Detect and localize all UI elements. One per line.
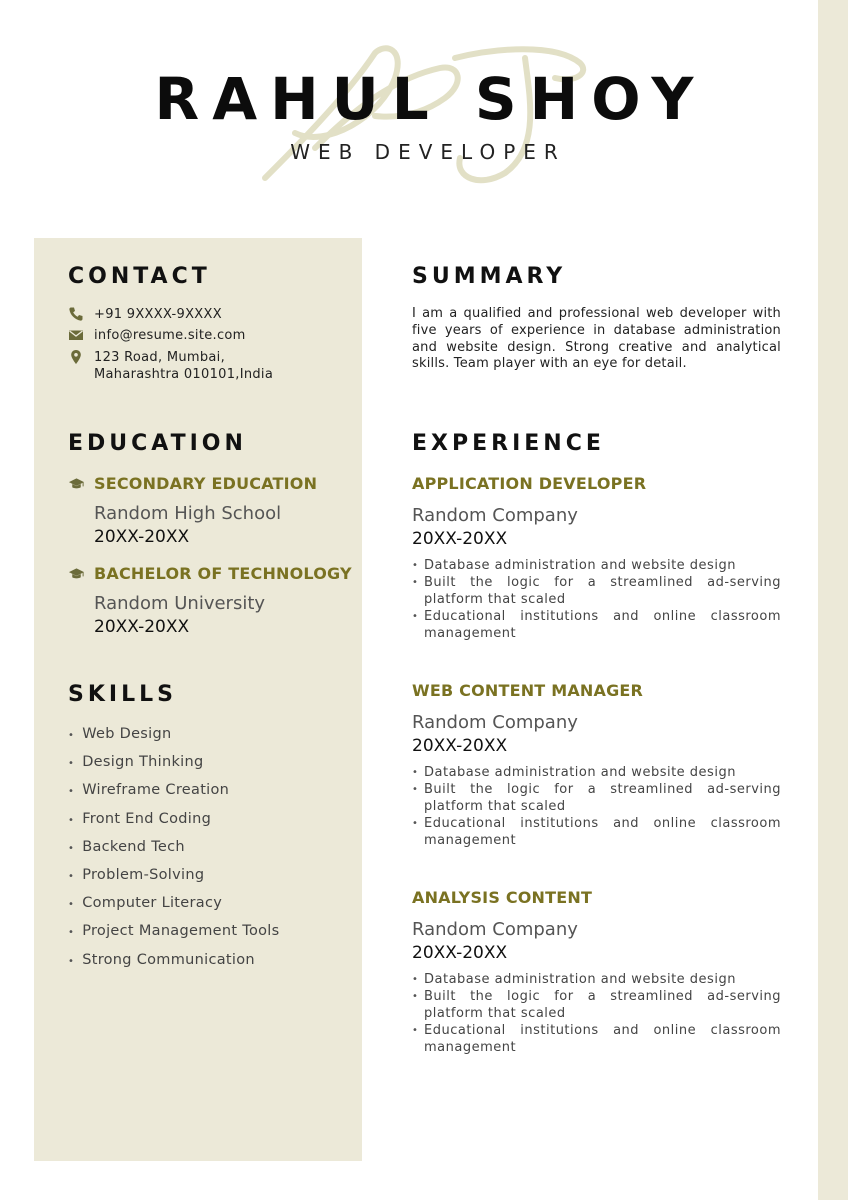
degree-label: BACHELOR OF TECHNOLOGY (94, 564, 352, 583)
contact-email (68, 327, 246, 344)
company-name: Random Company (412, 919, 578, 940)
job-years: 20XX-20XX (412, 943, 508, 963)
graduation-cap-icon (68, 567, 85, 581)
skill-item: • Front End Coding (68, 810, 212, 827)
job-bullets (412, 764, 781, 849)
graduation-cap-icon (68, 477, 85, 491)
job-bullets (412, 971, 781, 1056)
job-bullet: • Database administration and website design (412, 557, 781, 574)
education-years: 20XX-20XX (94, 527, 190, 547)
job-bullet: • Built the logic for a streamlined ad-serving platform that scaled (412, 781, 781, 815)
job-role: APPLICATION DEVELOPER (412, 474, 647, 493)
skill-item: • Web Design (68, 726, 172, 742)
summary-heading: SUMMARY (412, 264, 567, 289)
experience-entry-2 (412, 681, 781, 849)
job-years: 20XX-20XX (412, 529, 508, 549)
skill-item: • Wireframe Creation (68, 782, 230, 799)
job-bullet: • Educational institutions and online classroom management (412, 1022, 781, 1056)
phone-number: +91 9XXXX-9XXXX (94, 307, 222, 322)
skill-item: • Strong Communication (68, 951, 255, 968)
company-name: Random Company (412, 712, 578, 733)
company-name: Random Company (412, 505, 578, 526)
mail-icon (68, 327, 84, 343)
job-bullet: • Educational institutions and online classroom management (412, 815, 781, 849)
skill-item: • Project Management Tools (68, 923, 280, 940)
education-heading: EDUCATION (68, 431, 247, 456)
school-name: Random University (94, 593, 266, 614)
job-bullets (412, 557, 781, 642)
phone-icon (68, 306, 84, 322)
experience-heading: EXPERIENCE (412, 431, 605, 456)
job-role: WEB CONTENT MANAGER (412, 681, 644, 700)
location-pin-icon (68, 349, 84, 365)
education-entry-2-degree (68, 564, 352, 583)
job-bullet: • Database administration and website design (412, 764, 781, 781)
contact-address (68, 349, 273, 383)
skills-list (68, 722, 279, 976)
skills-heading: SKILLS (68, 682, 177, 707)
job-bullet: • Educational institutions and online classroom management (412, 608, 781, 642)
school-name: Random High School (94, 503, 282, 524)
address-text (94, 349, 273, 383)
contact-phone (68, 306, 222, 323)
job-years: 20XX-20XX (412, 736, 508, 756)
skill-item: • Backend Tech (68, 838, 185, 855)
job-role: ANALYSIS CONTENT (412, 888, 593, 907)
address-line-2: Maharashtra 010101,India (94, 367, 274, 382)
experience-entry-1 (412, 474, 781, 642)
job-bullet: • Built the logic for a streamlined ad-serving platform that scaled (412, 574, 781, 608)
summary-paragraph: I am a qualified and professional web developer with five years of experience in database administration and website design. Strong creative and analytical skills. Team player with an eye for detail. (412, 306, 781, 372)
decorative-side-strip (818, 0, 848, 1200)
experience-entry-3 (412, 888, 781, 1056)
address-line-1: 123 Road, Mumbai, (94, 350, 226, 365)
education-entry-1-degree (68, 474, 317, 493)
skill-item: • Problem-Solving (68, 866, 205, 883)
job-bullet: • Database administration and website design (412, 971, 781, 988)
skill-item: • Design Thinking (68, 754, 204, 771)
contact-heading: CONTACT (68, 264, 211, 289)
job-title: WEB DEVELOPER (290, 140, 566, 164)
candidate-name: RAHUL SHOY (154, 65, 707, 133)
education-years: 20XX-20XX (94, 617, 190, 637)
degree-label: SECONDARY EDUCATION (94, 474, 318, 493)
skill-item: • Computer Literacy (68, 895, 223, 912)
email-address: info@resume.site.com (94, 328, 246, 343)
job-bullet: • Built the logic for a streamlined ad-serving platform that scaled (412, 988, 781, 1022)
